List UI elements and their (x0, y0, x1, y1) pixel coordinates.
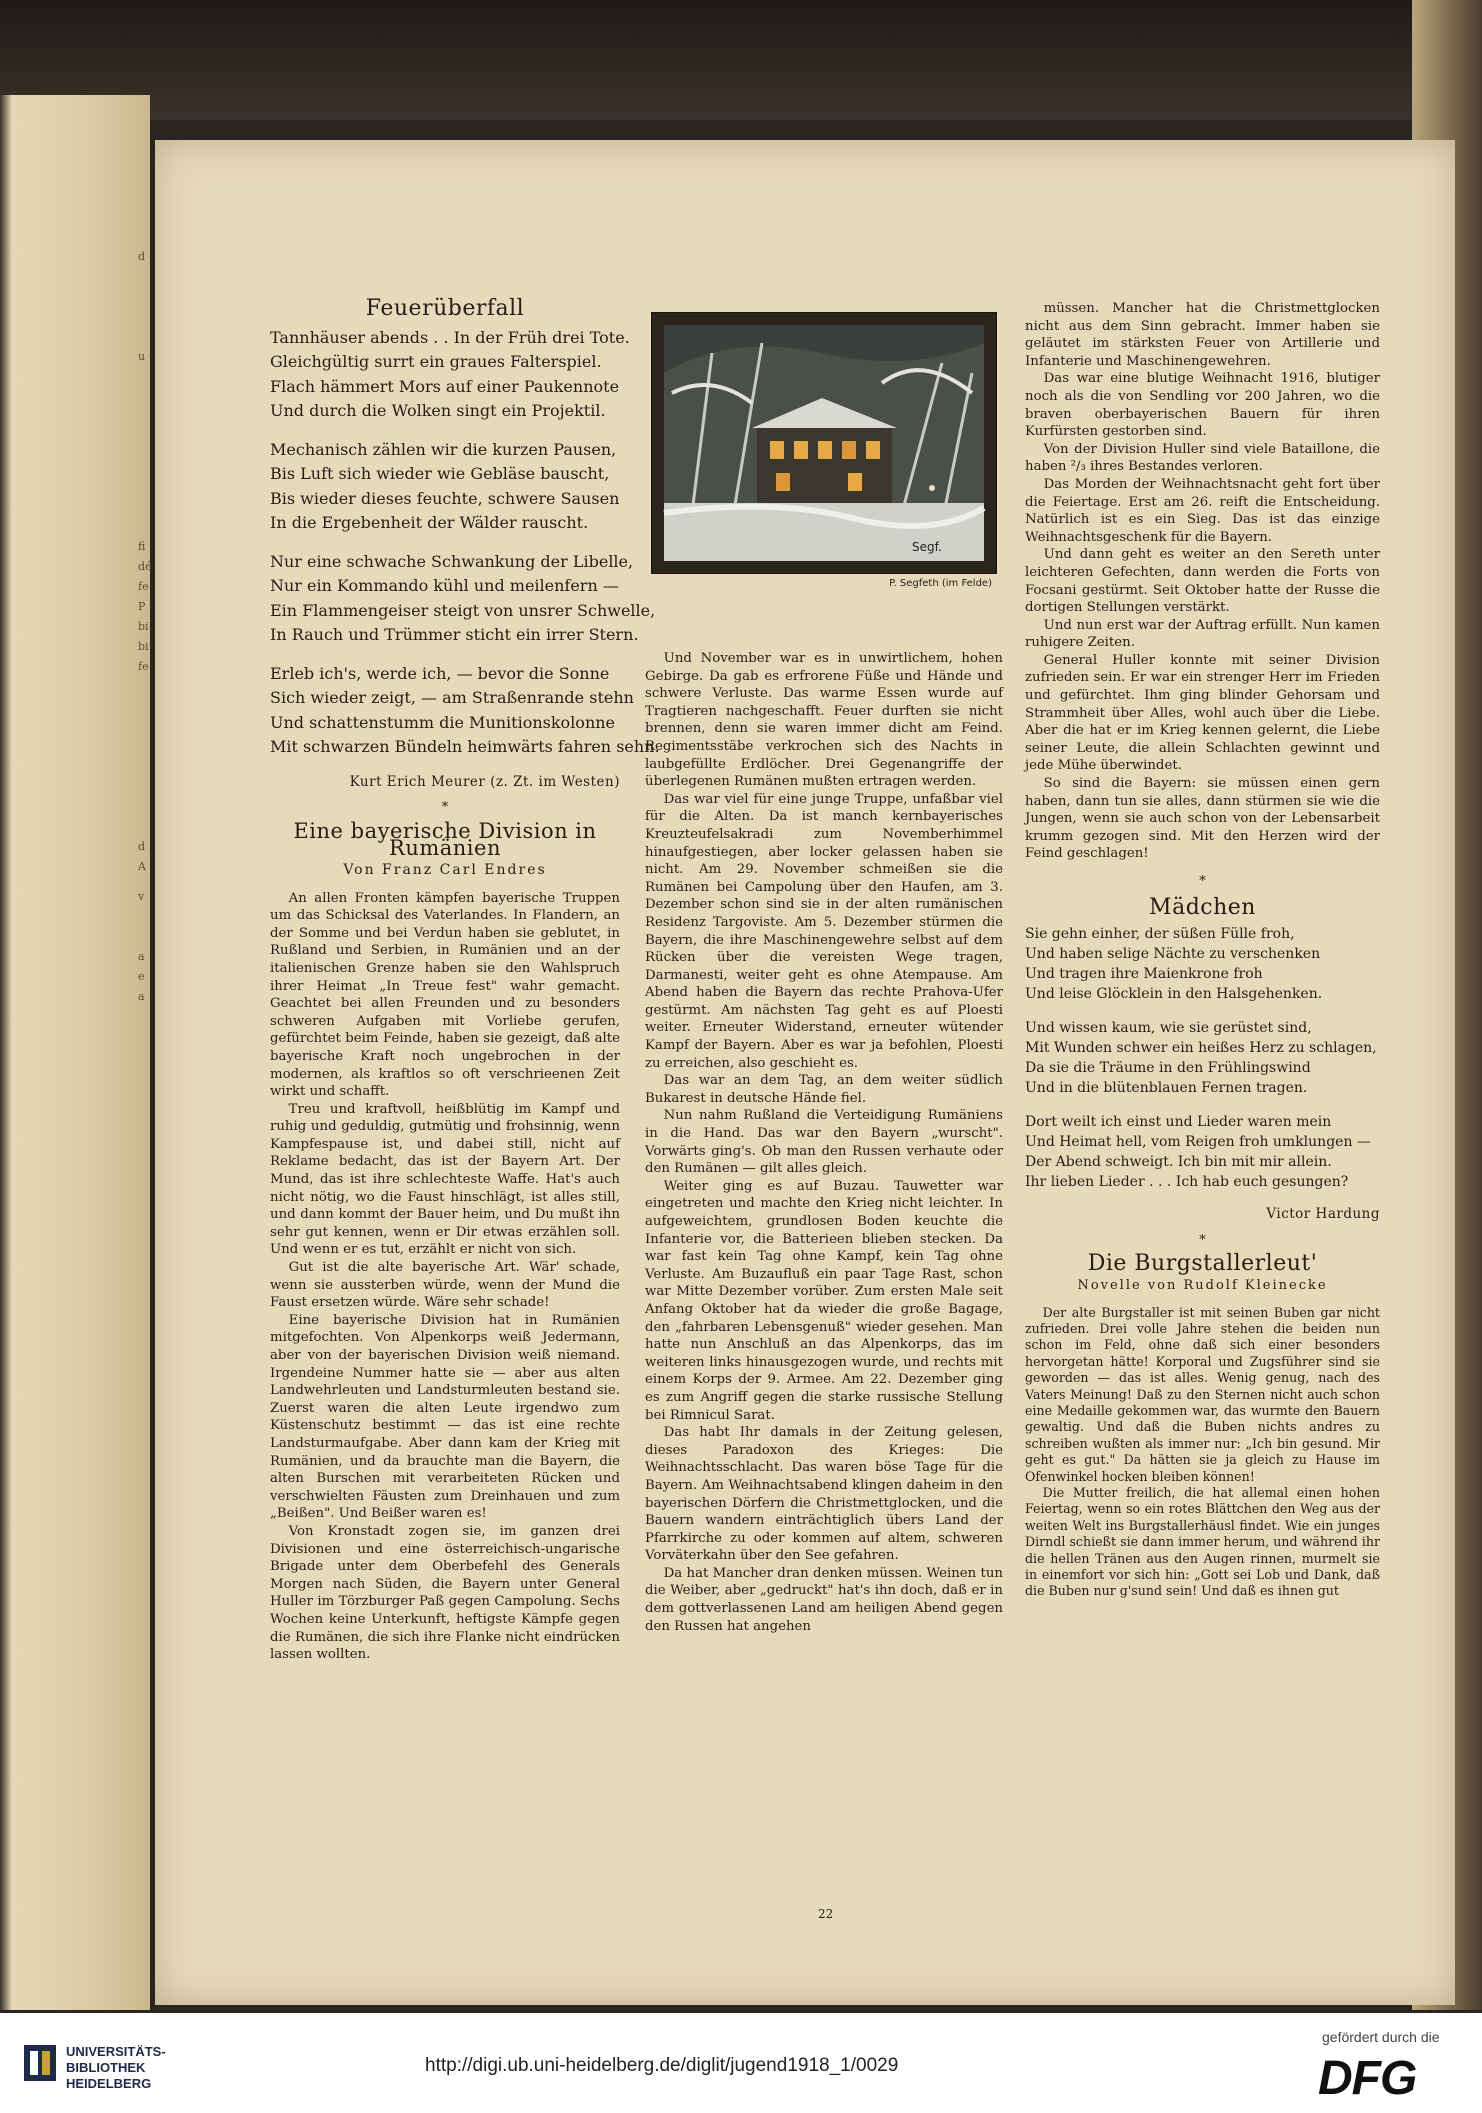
library-name[interactable] (66, 2044, 166, 2092)
poem-signature: Kurt Erich Meurer (z. Zt. im Westen) (349, 773, 620, 790)
paragraph: Der alte Burgstaller ist mit seinen Buben gar nicht zufrieden. Drei volle Jahre stehen die beiden nun schon im Feld, ohne daß sich einer besonders hervorgetan hätte! Korporal und Zugsführer sind sie geworden — das ist alles. Wenig genug, nach des Vaters Meinung! Daß zu den Sternen nicht auch schon eine Medaille gekommen war, das wurmte den Bauern gewaltig. Und daß die Buben nichts andres zu schreiben wußten als immer nur: „Ich bin gesund. Mir geht es gut." Da hätten sie ja gleich zu Hause im Ofenwinkel hocken bleiben können! (1025, 1304, 1380, 1484)
margin-fragment: fi (138, 540, 146, 553)
paragraph: Nun nahm Rußland die Verteidigung Rumäniens in die Hand. Das war den Bayern „wurscht". Vorwärts ging's. Ob man den Russen verhaute oder den Rumänen — gilt alles gleich. (645, 1108, 1003, 1177)
page-number: 22 (818, 1907, 834, 1921)
paragraph: müssen. Mancher hat die Christmettglocken nicht aus dem Sinn gebracht. Immer haben sie geläutet im stärksten Feuer von Artillerie und Infanterie und Maschinengewehren. (1025, 301, 1380, 369)
poem-line: Und schattenstumm die Munitionskolonne (270, 712, 616, 732)
poem-line: Erleb ich's, werde ich, — bevor die Sonne (270, 663, 610, 683)
separator: * (1199, 874, 1206, 889)
margin-fragment: fe (138, 580, 149, 593)
margin-fragment: a (138, 950, 145, 963)
novelle-byline: Novelle von Rudolf Kleinecke (1077, 1277, 1328, 1293)
paragraph: So sind die Bayern: sie müssen einen gern haben, dann tun sie alles, dann stürmen sie wie die Jungen, wenn sie auch schon von der Lebensarbeit krumm gezogen sind. Mit den Herzen wird der Feind geschlagen! (1025, 776, 1380, 862)
paragraph: Von Kronstadt zogen sie, im ganzen drei Divisionen und eine österreichisch-ungarische Brigade unter dem Oberbefehl des Generals Morgen nach Süden, die Bayern unter General Huller im Törzburger Paß gegen Campolung. Sechs Wochen keine Unterkunft, heftigste Kämpfe gegen die Rumänen, die sich ihre Flanke nicht eindrücken lassen wollten. (270, 1523, 620, 1663)
poem-line: Bis Luft sich wieder wie Gebläse bauscht, (270, 464, 610, 484)
novelle-title: Die Burgstallerleut' (1087, 1251, 1318, 1277)
book-top-shadow (0, 0, 1482, 120)
article-text-col1 (270, 890, 620, 1664)
paragraph: Das Morden der Weihnachtsnacht geht fort über die Feiertage. Erst am 26. reift die Entscheidung. Natürlich ist es ein Sieg. Das ist das einzige Weihnachtsgeschenk für die Bayern. (1025, 476, 1380, 545)
paragraph: Treu und kraftvoll, heißblütig im Kampf und ruhig und geduldig, gutmütig und frohsinnig, wenn Kampfespause ist, und dabei still, nicht auf Reklame bedacht, das ist der Bayern Art. Der Mund, das ist ihre schlechteste Waffe. Hat's auch nicht nötig, wo die Faust hinschlägt, ist alles still, und dann kommt der Bauer heim, und Du mußt ihn sehr gut kennen, wenn er Dir etwas erzählen soll. Und wenn er es tut, erzählt er nicht von sich. (270, 1101, 620, 1258)
margin-fragment: fe (138, 660, 149, 673)
poem-maedchen (1025, 924, 1380, 1192)
poem-line: Und haben selige Nächte zu verschenken (1025, 946, 1321, 963)
poem-line: Flach hämmert Mors auf einer Paukennote (270, 376, 620, 396)
article-text-col2 (645, 650, 1003, 1635)
poem-line: Nur ein Kommando kühl und meilenfern — (270, 576, 619, 596)
article-title: Eine bayerische Division in Rumänien (293, 818, 597, 861)
paragraph: Von der Division Huller sind viele Bataillone, die haben ²/₃ ihres Bestandes verloren. (1025, 441, 1380, 475)
poem-line: Der Abend schweigt. Ich bin mit mir allein. (1025, 1154, 1332, 1171)
poem-line: Ihr lieben Lieder . . . Ich hab euch gesungen? (1025, 1174, 1349, 1191)
poem-stanza (270, 662, 660, 760)
paragraph: Das war an dem Tag, an dem weiter südlich Bukarest in deutsche Hände fiel. (645, 1073, 1003, 1106)
poem-line: Gleichgültig surrt ein graues Falterspiel. (270, 352, 602, 372)
poem-line: Und tragen ihre Maienkrone froh (1025, 966, 1263, 983)
paragraph: General Huller konnte mit seiner Division zufrieden sein. Er war ein strenger Herr im Frieden und gefürchtet. Ihm ging blinder Gehorsam und Strammheit über Alles, wohl auch über die Liebe. Aber die hat er im Krieg kennen gelernt, die Liebe seiner Leute, die allein Schlachten gewinnt und jede Mühe überwindet. (1025, 652, 1380, 774)
paragraph: Das war viel für eine junge Truppe, unfaßbar viel für die Alten. Da ist manch kernbayerisches Kreuzteufelsakradi zum Novemberhimmel hinaufgestiegen, aber locker gelassen haben sie nicht. Am 29. November schmeißen sie die Rumänen bei Campolung über den Haufen, am 3. Dezember schon sind sie in der alten rumänischen Residenz Targoviste. Am 5. Dezember stürmen die Bayern, die ihre Maschinengewehre selbst auf dem Rücken über die vereisten Wege tragen, Darmanesti, weiter geht es ohne Atempause. Am Abend haben die Bayern das rechte Prahova-Ufer gestürmt. Am nächsten Tag geht es auf Ploesti weiter. Erneuter Widerstand, erneuter wütender Kampf der Bayern. Aber es war ja befohlen, Ploesti zu erreichen, also geschieht es. (645, 791, 1003, 1071)
poem-line: Und Heimat hell, vom Reigen froh umklungen — (1025, 1134, 1371, 1151)
margin-fragment: P (138, 600, 146, 613)
novelle-text (1025, 1305, 1380, 1600)
poem-line: Und leise Glöcklein in den Halsgehenken. (1025, 986, 1323, 1003)
poem-stanza (1025, 1018, 1380, 1098)
poem-line: In Rauch und Trümmer sticht ein irrer Stern. (270, 625, 639, 645)
margin-fragment: u (138, 350, 146, 363)
poem-line: Nur eine schwache Schwankung der Libelle, (270, 551, 634, 571)
sponsor-label: gefördert durch die (1322, 2029, 1440, 2045)
article-byline: Von Franz Carl Endres (343, 861, 547, 878)
margin-fragment: d (138, 840, 146, 853)
paragraph: An allen Fronten kämpfen bayerische Truppen um das Schicksal des Vaterlandes. In Flandern, an der Somme und bei Verdun haben sie geblutet, in Rußland und Serbien, in Rumänien und an der italienischen Grenze haben sie den Wahlspruch ihrer Heimat „In Treue fest" wahr gemacht. Geachtet bei allen Freunden und zu besonders schweren Aufgaben mit Vorliebe gerufen, gefürchtet beim Feinde, haben sie gezeigt, daß alte bayerische Kraft noch ungebrochen in der modernen, als kraftlos so oft verschrieenen Zeit wirkt und schafft. (270, 890, 620, 1100)
book-left-edge (0, 95, 150, 2010)
poem-stanza (270, 550, 656, 648)
separator: * (441, 800, 449, 816)
svg-text:Segf.: Segf. (912, 540, 942, 554)
poem-line: Bis wieder dieses feuchte, schwere Sausen (270, 488, 620, 508)
margin-fragment: dé (138, 560, 152, 573)
permalink-url[interactable]: http://digi.ub.uni-heidelberg.de/diglit/jugend1918_1/0029 (425, 2055, 899, 2076)
library-name-line: HEIDELBERG (66, 2076, 152, 2091)
illustration-winter-house (651, 312, 997, 574)
paragraph: Die Mutter freilich, die hat allemal einen hohen Feiertag, wenn so ein rotes Blättchen den Weg aus der weiten Welt ins Burgstallerhäusl findet. Wie ein junges Dirndl schießt sie dann immer herum, und während ihr die hellen Tränen aus den Augen rinnen, murmelt sie in einemfort vor sich hin: „Gott sei Lob und Dank, daß die Buben nur g'sund sein! Und daß es ihnen gut (1025, 1485, 1380, 1599)
poem-line: Da sie die Träume in den Frühlingswind (1025, 1060, 1311, 1077)
article-text-col3 (1025, 300, 1380, 863)
margin-fragment: v (138, 890, 145, 903)
paragraph: Das war eine blutige Weihnacht 1916, blutiger noch als die von Sendling vor 200 Jahren, wo die braven oberbayerischen Bauern für ihren Kurfürsten gestorben sind. (1025, 371, 1380, 440)
paragraph: Und November war es in unwirtlichem, hohen Gebirge. Da gab es erfrorene Füße und Hände und schwere Verluste. Das warme Essen wurde auf Tragtieren nachgeschafft. Feuer durften sie nicht brennen, denn sie waren immer dicht am Feind. Regimentsstäbe verkrochen sich des Nachts in laubgefüllte Erdlöcher. Drei Gegenangriffe der überlegenen Rumänen mußten ertragen werden. (645, 651, 1003, 790)
poem2-signature: Victor Hardung (1266, 1206, 1380, 1223)
margin-fragment: A (138, 860, 146, 873)
margin-fragment: a (138, 990, 145, 1003)
dfg-logo[interactable]: DFG (1318, 2052, 1417, 2105)
column-right (1025, 300, 1380, 1600)
paragraph: Und dann geht es weiter an den Sereth unter leichteren Gefechten, dann werden die Forts von Focsani gestürmt. Seit Oktober hatte der Russe die dortigen Stellungen verstärkt. (1025, 547, 1380, 616)
paragraph: Da hat Mancher dran denken müssen. Weinen tun die Weiber, aber „gedruckt" hat's ihn doch, daß er in dem gottverlassenen Land am heiligen Abend gegen den Russen hat angehen (645, 1565, 1003, 1634)
poem-stanza (270, 326, 630, 424)
paragraph: Das habt Ihr damals in der Zeitung gelesen, dieses Paradoxon des Krieges: Die Weihnachtsschlacht. Das waren böse Tage für die Bayern. Am Weihnachtsabend klingen daheim in den bayerischen Dörfern die Christmettglocken, und die Bauern wandern einträchtiglich übers Land der Pfarrkirche zu oder kommen auf altem, schweren Vorväterkahn über den See gefahren. (645, 1425, 1003, 1564)
footer-bar (0, 2013, 1482, 2113)
margin-fragment: e (138, 970, 145, 983)
paragraph: Gut ist die alte bayerische Art. Wär' schade, wenn sie aussterben würde, wenn der Mund die Faust ersetzen würde. Wäre sehr schade! (270, 1260, 620, 1311)
illustration-caption: P. Segfeth (im Felde) (889, 578, 992, 589)
poem-line: Und wissen kaum, wie sie gerüstet sind, (1025, 1020, 1312, 1037)
poem-title-feuerueberfall: Feuerüberfall (365, 296, 525, 321)
poem-feuerueberfall (270, 326, 660, 760)
poem-line: Tannhäuser abends . . In der Früh drei Tote. (270, 327, 630, 347)
poem-line: Und in die blütenblauen Fernen tragen. (1025, 1080, 1308, 1097)
poem-stanza (270, 438, 620, 536)
margin-fragment: d (138, 250, 146, 263)
poem-line: Dort weilt ich einst und Lieder waren mein (1025, 1114, 1332, 1131)
library-name-line: BIBLIOTHEK (66, 2060, 146, 2075)
paragraph: Eine bayerische Division hat in Rumänien mitgefochten. Von Alpenkorps weiß Jedermann, aber von der bayerischen Division weiß niemand. Irgendeine Nummer hatte sie — aber aus alten Landwehrleuten und Landsturmleuten bestand sie. Zuerst waren die alten Leute irgendwo zum Küstenschutz bestimmt — das ist eine rechte Landsturmaufgabe. Aber dann kam der Krieg mit Rumänien, und da brauchte man die Bayern, die alten Burschen mit verarbeiteten Rücken und verschwielten Fäusten zum Dreinhauen und zum „Beißen". Und Beißer waren es! (270, 1312, 620, 1522)
paragraph: Und nun erst war der Auftrag erfüllt. Nun kamen ruhigere Zeiten. (1025, 617, 1380, 651)
poem-line: Mechanisch zählen wir die kurzen Pausen, (270, 439, 617, 459)
poem-line: Ein Flammengeiser steigt von unsrer Schwelle, (270, 600, 656, 620)
poem-line: Und durch die Wolken singt ein Projektil. (270, 401, 606, 421)
library-name-line: UNIVERSITÄTS- (66, 2044, 166, 2059)
poem-line: Sich wieder zeigt, — am Straßenrande stehn (270, 688, 634, 708)
university-logo-icon (24, 2045, 56, 2081)
poem-title-maedchen: Mädchen (1149, 894, 1256, 920)
column-left (270, 296, 660, 1664)
poem-line: Sie gehn einher, der süßen Fülle froh, (1025, 926, 1295, 943)
poem-stanza (1025, 924, 1380, 1004)
poem-stanza (1025, 1112, 1380, 1192)
paragraph: Weiter ging es auf Buzau. Tauwetter war eingetreten und machte den Krieg nicht leichter. In aufgeweichtem, grundlosen Boden keuchte die Infanterie vor, die Batterieen blieben stecken. Da war fast kein Tag ohne Kampf, kein Tag ohne Verluste. Am Buzaufluß ein paar Tage Rast, schon war Mitte Dezember vorüber. Zum ersten Male seit Anfang Oktober hat da wieder die große Bagage, den „fahrbaren Lebensgenuß" wieder gesehen. Man hatte nun Anschluß an das Alpenkorps, das im weiteren links hinausgezogen wurde, und rechts mit einem Korps der 9. Armee. Am 22. Dezember ging es zum Angriff gegen die starke russische Stellung bei Rimnicul Sarat. (645, 1178, 1003, 1423)
poem-line: In die Ergebenheit der Wälder rauscht. (270, 513, 589, 533)
illustration-image (652, 313, 996, 573)
poem-line: Mit schwarzen Bündeln heimwärts fahren sehn. (270, 737, 660, 757)
poem-line: Mit Wunden schwer ein heißes Herz zu schlagen, (1025, 1040, 1377, 1057)
margin-fragment: bi (138, 640, 149, 653)
margin-fragment: bi (138, 620, 149, 633)
separator: * (1199, 1232, 1206, 1248)
